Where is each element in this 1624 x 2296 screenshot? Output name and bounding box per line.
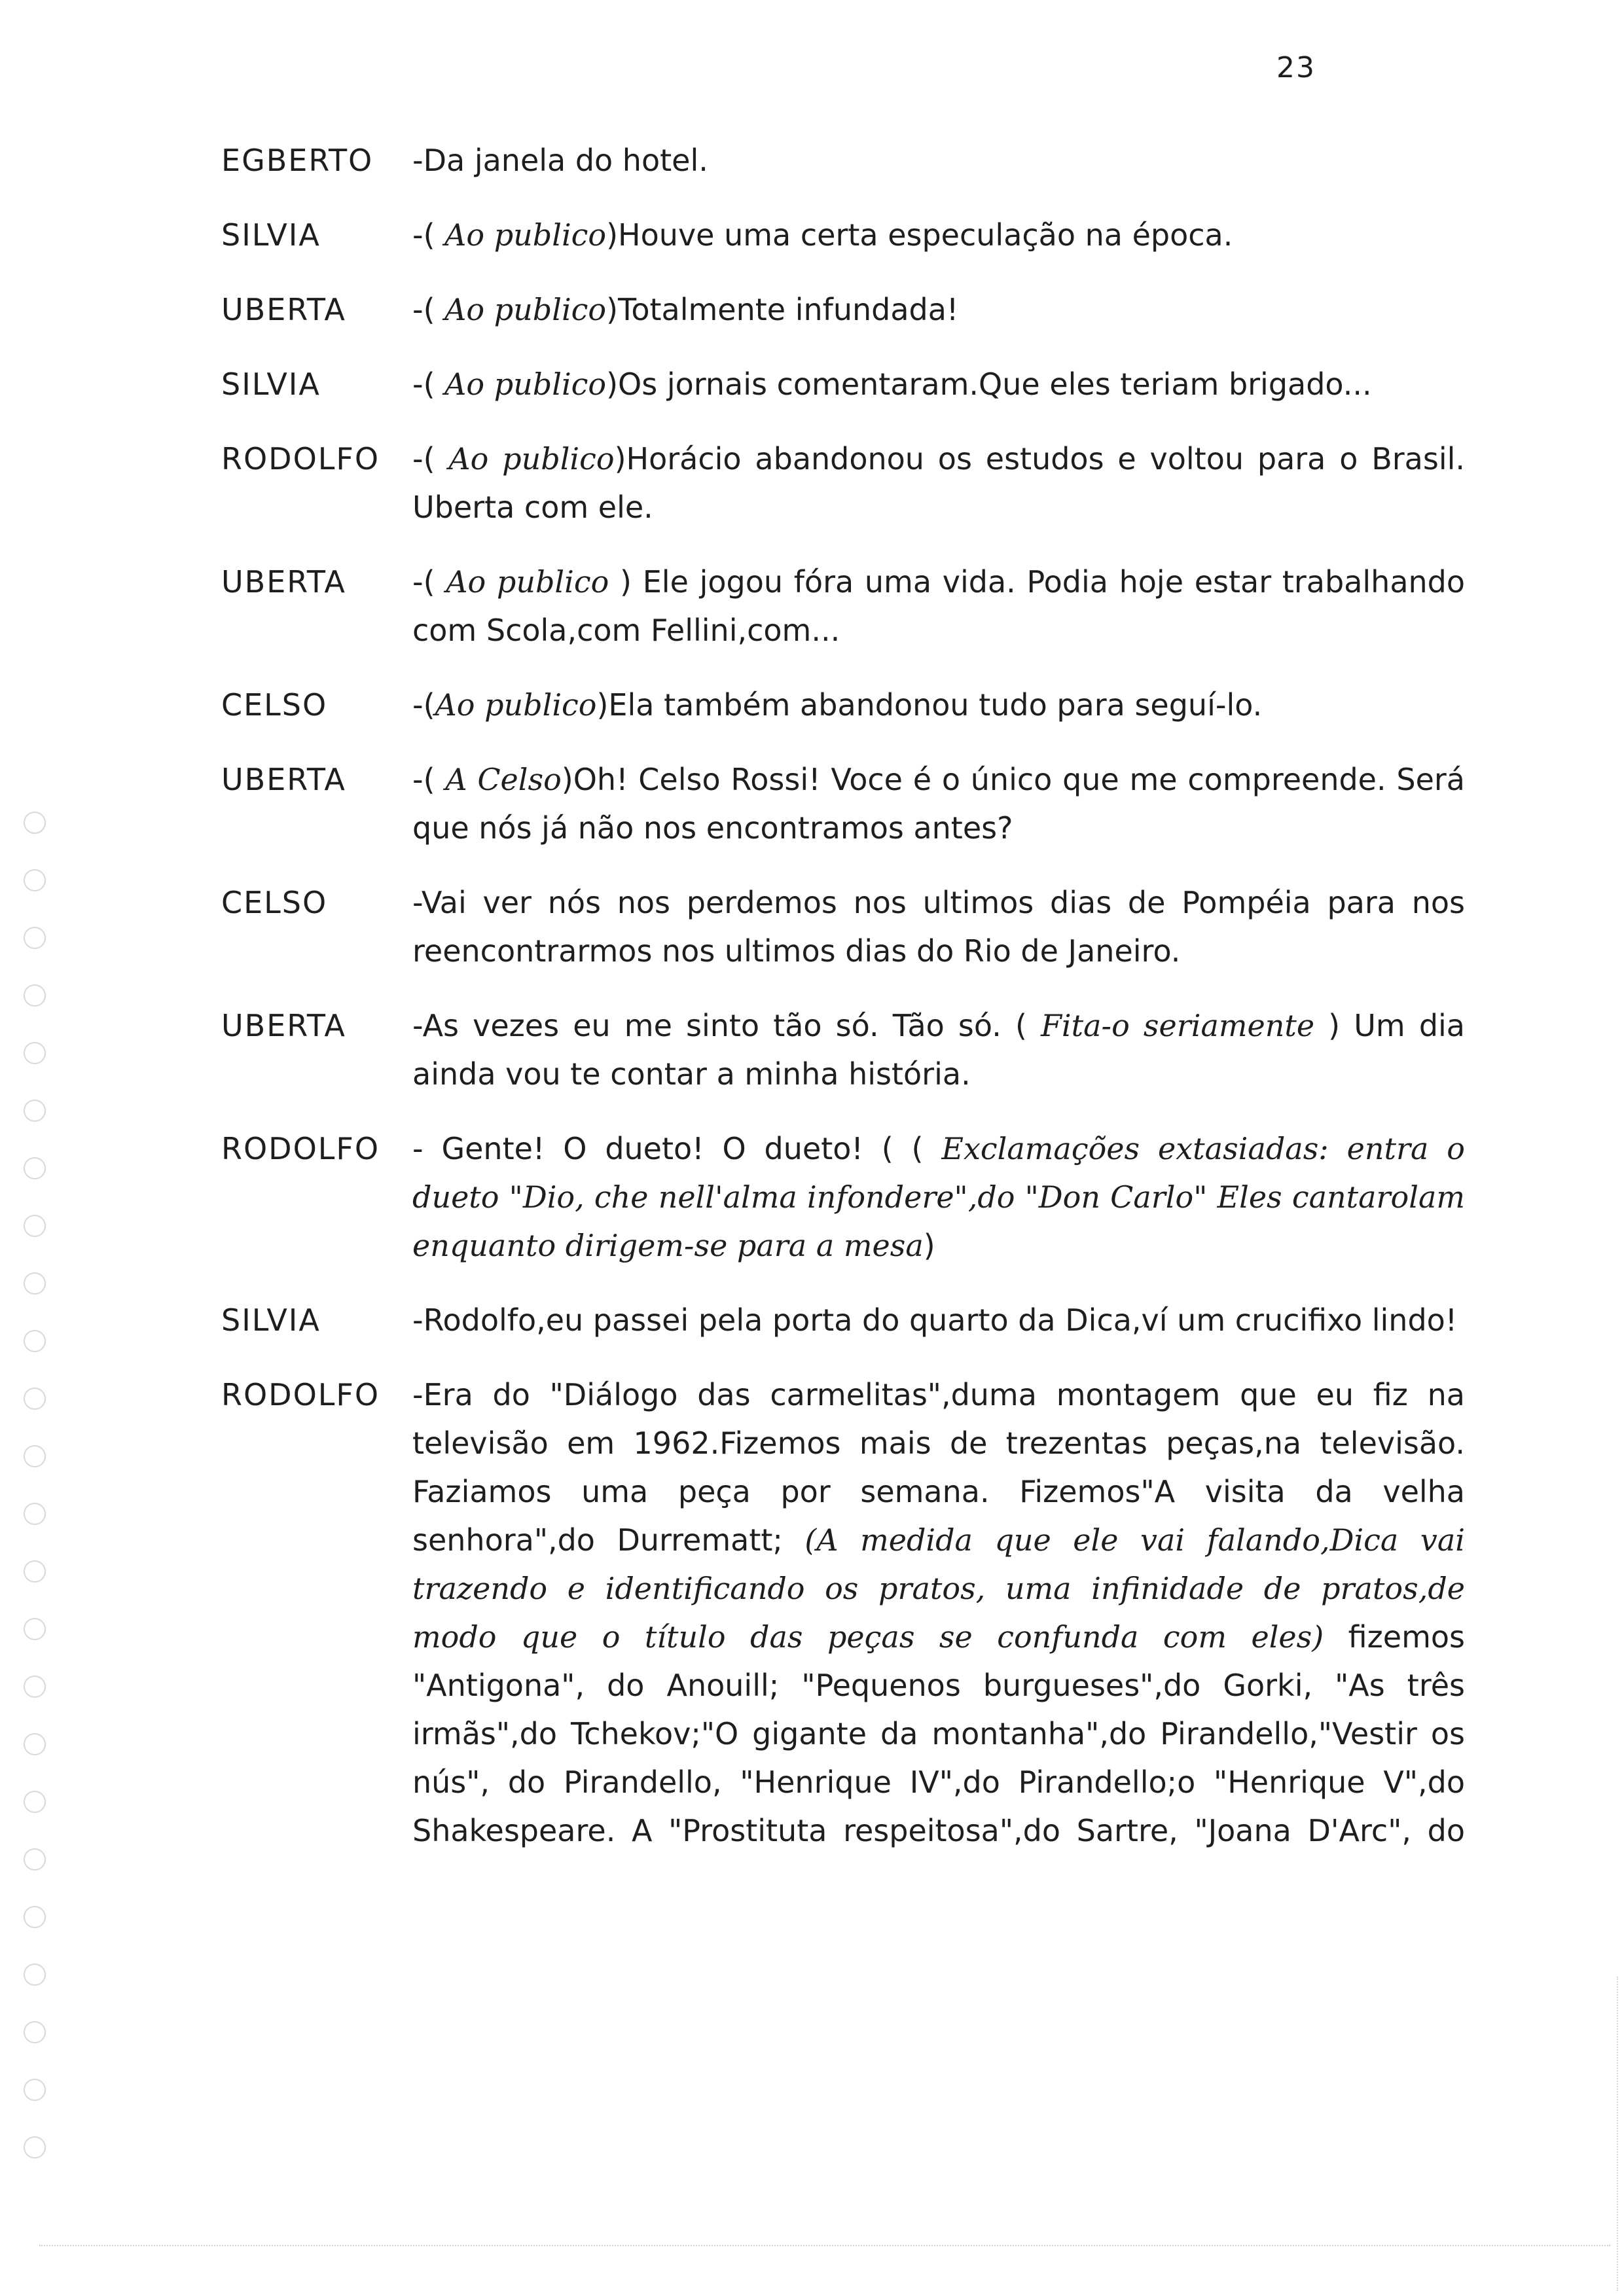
dialogue-entry (221, 1296, 1465, 1344)
dialogue-line: -(Ao publico)Ela também abandonou tudo para seguí-lo. (412, 687, 1263, 723)
dialogue-line: -( Ao publico)Os jornais comentaram.Que eles teriam brigado... (412, 367, 1372, 402)
speaker-name: RODOLFO (221, 1131, 380, 1166)
dialogue-line: -( A Celso)Oh! Celso Rossi! Voce é o único que me compreende. Será que nós já não nos encontramos antes? (412, 762, 1465, 846)
page-number: 23 (1276, 51, 1316, 84)
stage-direction: Ao publico (444, 217, 607, 253)
stage-direction: Ao publico (444, 292, 607, 327)
page-edge-bottom (39, 2245, 1610, 2246)
stage-direction: A Celso (445, 762, 562, 797)
binding-hole (24, 1964, 46, 1986)
script-body (221, 136, 1465, 1881)
dialogue-line: -( Ao publico)Horácio abandonou os estudos e voltou para o Brasil. Uberta com ele. (412, 441, 1466, 525)
binding-hole (24, 1388, 46, 1410)
speaker-name: SILVIA (221, 1302, 321, 1338)
stage-direction: (A medida que ele vai falando,Dica vai trazendo e identificando os pratos, uma infinidade de pratos,de modo que o título das peças se confunda com eles) (412, 1522, 1465, 1655)
binding-hole (24, 1042, 46, 1064)
dialogue-line: -Rodolfo,eu passei pela porta do quarto da Dica,ví um crucifixo lindo! (412, 1302, 1458, 1338)
speaker-name: SILVIA (221, 217, 321, 253)
binding-hole (24, 1272, 46, 1295)
dialogue-line: -Da janela do hotel. (412, 143, 708, 178)
dialogue-entry (221, 136, 1465, 185)
stage-direction: Fita-o seriamente (1041, 1008, 1315, 1043)
speaker-name: EGBERTO (221, 143, 374, 178)
binding-hole (24, 1906, 46, 1928)
dialogue-line: - Gente! O dueto! O dueto! ( ( Exclamações extasiadas: entra o dueto "Dio, che nell'alma infondere",do "Don Carlo" Eles cantarolam enquanto dirigem-se para a mesa) (412, 1131, 1465, 1263)
speaker-name: RODOLFO (221, 1377, 380, 1412)
binding-hole (24, 869, 46, 891)
speaker-name: UBERTA (221, 762, 346, 797)
dialogue-line: -Vai ver nós nos perdemos nos ultimos dias de Pompéia para nos reencontrarmos nos ultimos dias do Rio de Janeiro. (412, 885, 1465, 969)
binding-hole (24, 1618, 46, 1640)
binding-hole (24, 812, 46, 834)
speaker-name: CELSO (221, 687, 328, 723)
dialogue-entry (221, 360, 1465, 408)
binding-hole (24, 2079, 46, 2101)
stage-direction: Ao publico (446, 564, 609, 600)
dialogue-entry (221, 755, 1465, 852)
binding-hole (24, 1503, 46, 1525)
speaker-name: UBERTA (221, 292, 346, 327)
stage-direction: Ao publico (448, 441, 615, 476)
binding-hole (24, 1445, 46, 1467)
binding-hole (24, 1100, 46, 1122)
binding-hole (24, 1215, 46, 1237)
speaker-name: UBERTA (221, 564, 346, 600)
binding-hole (24, 1791, 46, 1813)
dialogue-entry (221, 558, 1465, 655)
binding-hole (24, 1560, 46, 1583)
dialogue-entry (221, 435, 1465, 531)
binding-hole (24, 1848, 46, 1871)
binding-hole (24, 1330, 46, 1352)
dialogue-line: -( Ao publico)Houve uma certa especulação na época. (412, 217, 1233, 253)
dialogue-entry (221, 1371, 1465, 1855)
binding-hole (24, 1157, 46, 1179)
dialogue-entry (221, 211, 1465, 259)
dialogue-entry (221, 878, 1465, 975)
dialogue-line: -( Ao publico)Totalmente infundada! (412, 292, 959, 327)
binding-holes (24, 812, 50, 2194)
speaker-name: UBERTA (221, 1008, 346, 1043)
stage-direction: Ao publico (444, 367, 607, 402)
binding-hole (24, 1676, 46, 1698)
stage-direction: Exclamações extasiadas: entra o dueto "Dio, che nell'alma infondere",do "Don Carlo" Eles cantarolam enquanto dirigem-se para a mesa (412, 1131, 1465, 1263)
binding-hole (24, 984, 46, 1007)
page-edge-right (1617, 1977, 1618, 2291)
dialogue-line: -Era do "Diálogo das carmelitas",duma montagem que eu fiz na televisão em 1962.Fizemos mais de trezentas peças,na televisão. Faziamos uma peça por semana. Fizemos"A visita da velha senhora",do Durrematt; (A medida que ele vai falando,Dica vai trazendo e identificando os pratos, uma infinidade de pratos,de modo que o título das peças se confunda com eles) fizemos "Antigona", do Anouill; "Pequenos burgueses",do Gorki, "As três irmãs",do Tchekov;"O gigante da montanha",do Pirandello,"Vestir os nús", do Pirandello, "Henrique IV",do Pirandello;o "Henrique V",do Shakespeare. A "Prostituta respeitosa",do Sartre, "Joana D'Arc", do (412, 1377, 1465, 1848)
dialogue-entry (221, 285, 1465, 334)
dialogue-entry (221, 1001, 1465, 1098)
dialogue-entry (221, 1124, 1465, 1270)
dialogue-entry (221, 681, 1465, 729)
binding-hole (24, 927, 46, 949)
dialogue-line: -( Ao publico ) Ele jogou fóra uma vida. Podia hoje estar trabalhando com Scola,com Fellini,com... (412, 564, 1466, 648)
speaker-name: CELSO (221, 885, 328, 920)
binding-hole (24, 1733, 46, 1755)
speaker-name: SILVIA (221, 367, 321, 402)
stage-direction: Ao publico (435, 687, 597, 723)
binding-hole (24, 2021, 46, 2043)
speaker-name: RODOLFO (221, 441, 380, 476)
dialogue-line: -As vezes eu me sinto tão só. Tão só. ( Fita-o seriamente ) Um dia ainda vou te contar a minha história. (412, 1008, 1465, 1092)
binding-hole (24, 2136, 46, 2159)
